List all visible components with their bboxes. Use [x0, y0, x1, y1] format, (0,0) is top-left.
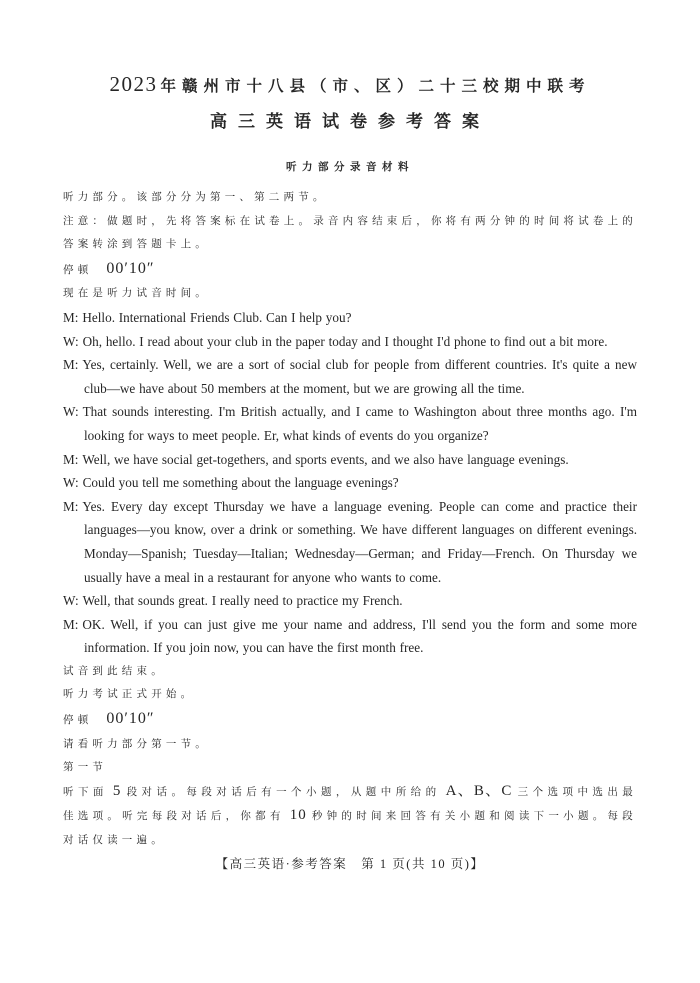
listening-material-heading: 听力部分录音材料 — [286, 161, 414, 173]
pause-duration: 00′10″ — [106, 710, 155, 728]
dialogue-line — [63, 589, 637, 613]
dialogue-speaker-label: W: — [63, 333, 79, 349]
pause-label: 停顿 — [63, 264, 93, 276]
pause-label: 停顿 — [63, 715, 93, 727]
exam-subtitle: 高三英语试卷参考答案 — [210, 112, 490, 131]
dialogue-line — [63, 471, 637, 495]
page-footer: 【高三英语·参考答案 第 1 页(共 10 页)】 — [215, 856, 485, 871]
dialogue-speaker-label: M: — [63, 616, 79, 632]
dialogue-text: OK. Well, if you can just give me your name and address, I'll send you the form and some more information. If you join now, you can have the first month free. — [82, 616, 637, 656]
dialogue-line — [63, 400, 637, 447]
dialogue-line — [63, 448, 637, 472]
dialogue-speaker-label: M: — [63, 498, 79, 514]
dialogue-text: Well, that sounds great. I really need to practice my French. — [82, 593, 403, 609]
exam-title-text: 年赣州市十八县（市、区）二十三校期中联考 — [160, 78, 591, 95]
dialogue-text: Could you tell me something about the language evenings? — [82, 475, 399, 491]
sound-check-start-line: 现在是听力试音时间。 — [63, 288, 210, 300]
section1-cue-line: 请看听力部分第一节。 — [63, 738, 210, 750]
dialogue-speaker-label: W: — [63, 475, 79, 491]
dialogue-text: Oh, hello. I read about your club in the paper today and I thought I'd phone to find out a bit more. — [82, 333, 608, 349]
dialogue-speaker-label: W: — [63, 593, 79, 609]
exam-year: 2023 — [109, 72, 158, 96]
pause-line-2 — [63, 707, 637, 733]
dialogue-speaker-label: M: — [63, 309, 79, 325]
instr-part-1: 听下面 — [63, 786, 108, 798]
pause-line-1 — [63, 257, 637, 283]
dialogue-line — [63, 495, 637, 589]
dialogue-text: Yes, certainly. Well, we are a sort of social club for people from different countries. It's quite a new club—we have about 50 members at the moment, but we are growing all the time. — [82, 357, 637, 396]
instr-seconds-count: 10 — [289, 807, 307, 824]
exam-start-line: 听力考试正式开始。 — [63, 689, 196, 701]
sound-check-end-line: 试音到此结束。 — [63, 665, 166, 677]
dialogue-text: Well, we have social get-togethers, and sports events, and we also have language evenings. — [82, 451, 569, 467]
dialogue-line — [63, 306, 637, 330]
transcript-body — [63, 186, 637, 853]
dialogue-line — [63, 613, 637, 660]
notice-paragraph: 注意：做题时，先将答案标在试卷上。录音内容结束后，你将有两分钟的时间将试卷上的答案转涂到答题卡上。 — [63, 215, 637, 251]
dialogue — [63, 306, 637, 660]
instr-option-letters: A、B、C — [445, 782, 513, 799]
section1-instructions — [63, 780, 637, 853]
instr-part-2: 段对话。每段对话后有一个小题，从题中所给的 — [126, 786, 441, 798]
listening-intro-line: 听力部分。该部分分为第一、第二两节。 — [63, 192, 328, 203]
dialogue-speaker-label: W: — [63, 404, 79, 420]
instr-part-3: 三个选项中选出最佳选项。听完每段对话后，你都有 — [63, 786, 638, 823]
instr-conversation-count: 5 — [112, 782, 122, 799]
dialogue-speaker-label: M: — [63, 451, 79, 467]
section1-heading: 第一节 — [63, 762, 108, 774]
dialogue-text: Hello. International Friends Club. Can I help you? — [82, 309, 352, 325]
dialogue-line — [63, 353, 637, 400]
dialogue-speaker-label: M: — [63, 357, 79, 373]
exam-title — [63, 0, 637, 97]
pause-duration: 00′10″ — [106, 259, 155, 277]
dialogue-text: That sounds interesting. I'm British actually, and I came to Washington about three months ago. I'm looking for ways to meet people. Er, what kinds of events do you organize? — [82, 404, 637, 443]
dialogue-line — [63, 330, 637, 354]
instr-part-4: 秒钟的时间来回答有关小题和阅读下一小题。每段对话仅读一遍。 — [63, 811, 638, 847]
dialogue-text: Yes. Every day except Thursday we have a language evening. People can come and practice their languages—you know, over a drink or something. We have different languages on different evenings. Monday—Spanish; Tuesday—Italian; Wednesday—German; and Friday—French. On Thursday we usually have a meal in a restaurant for anyone who wants to come. — [82, 498, 637, 585]
